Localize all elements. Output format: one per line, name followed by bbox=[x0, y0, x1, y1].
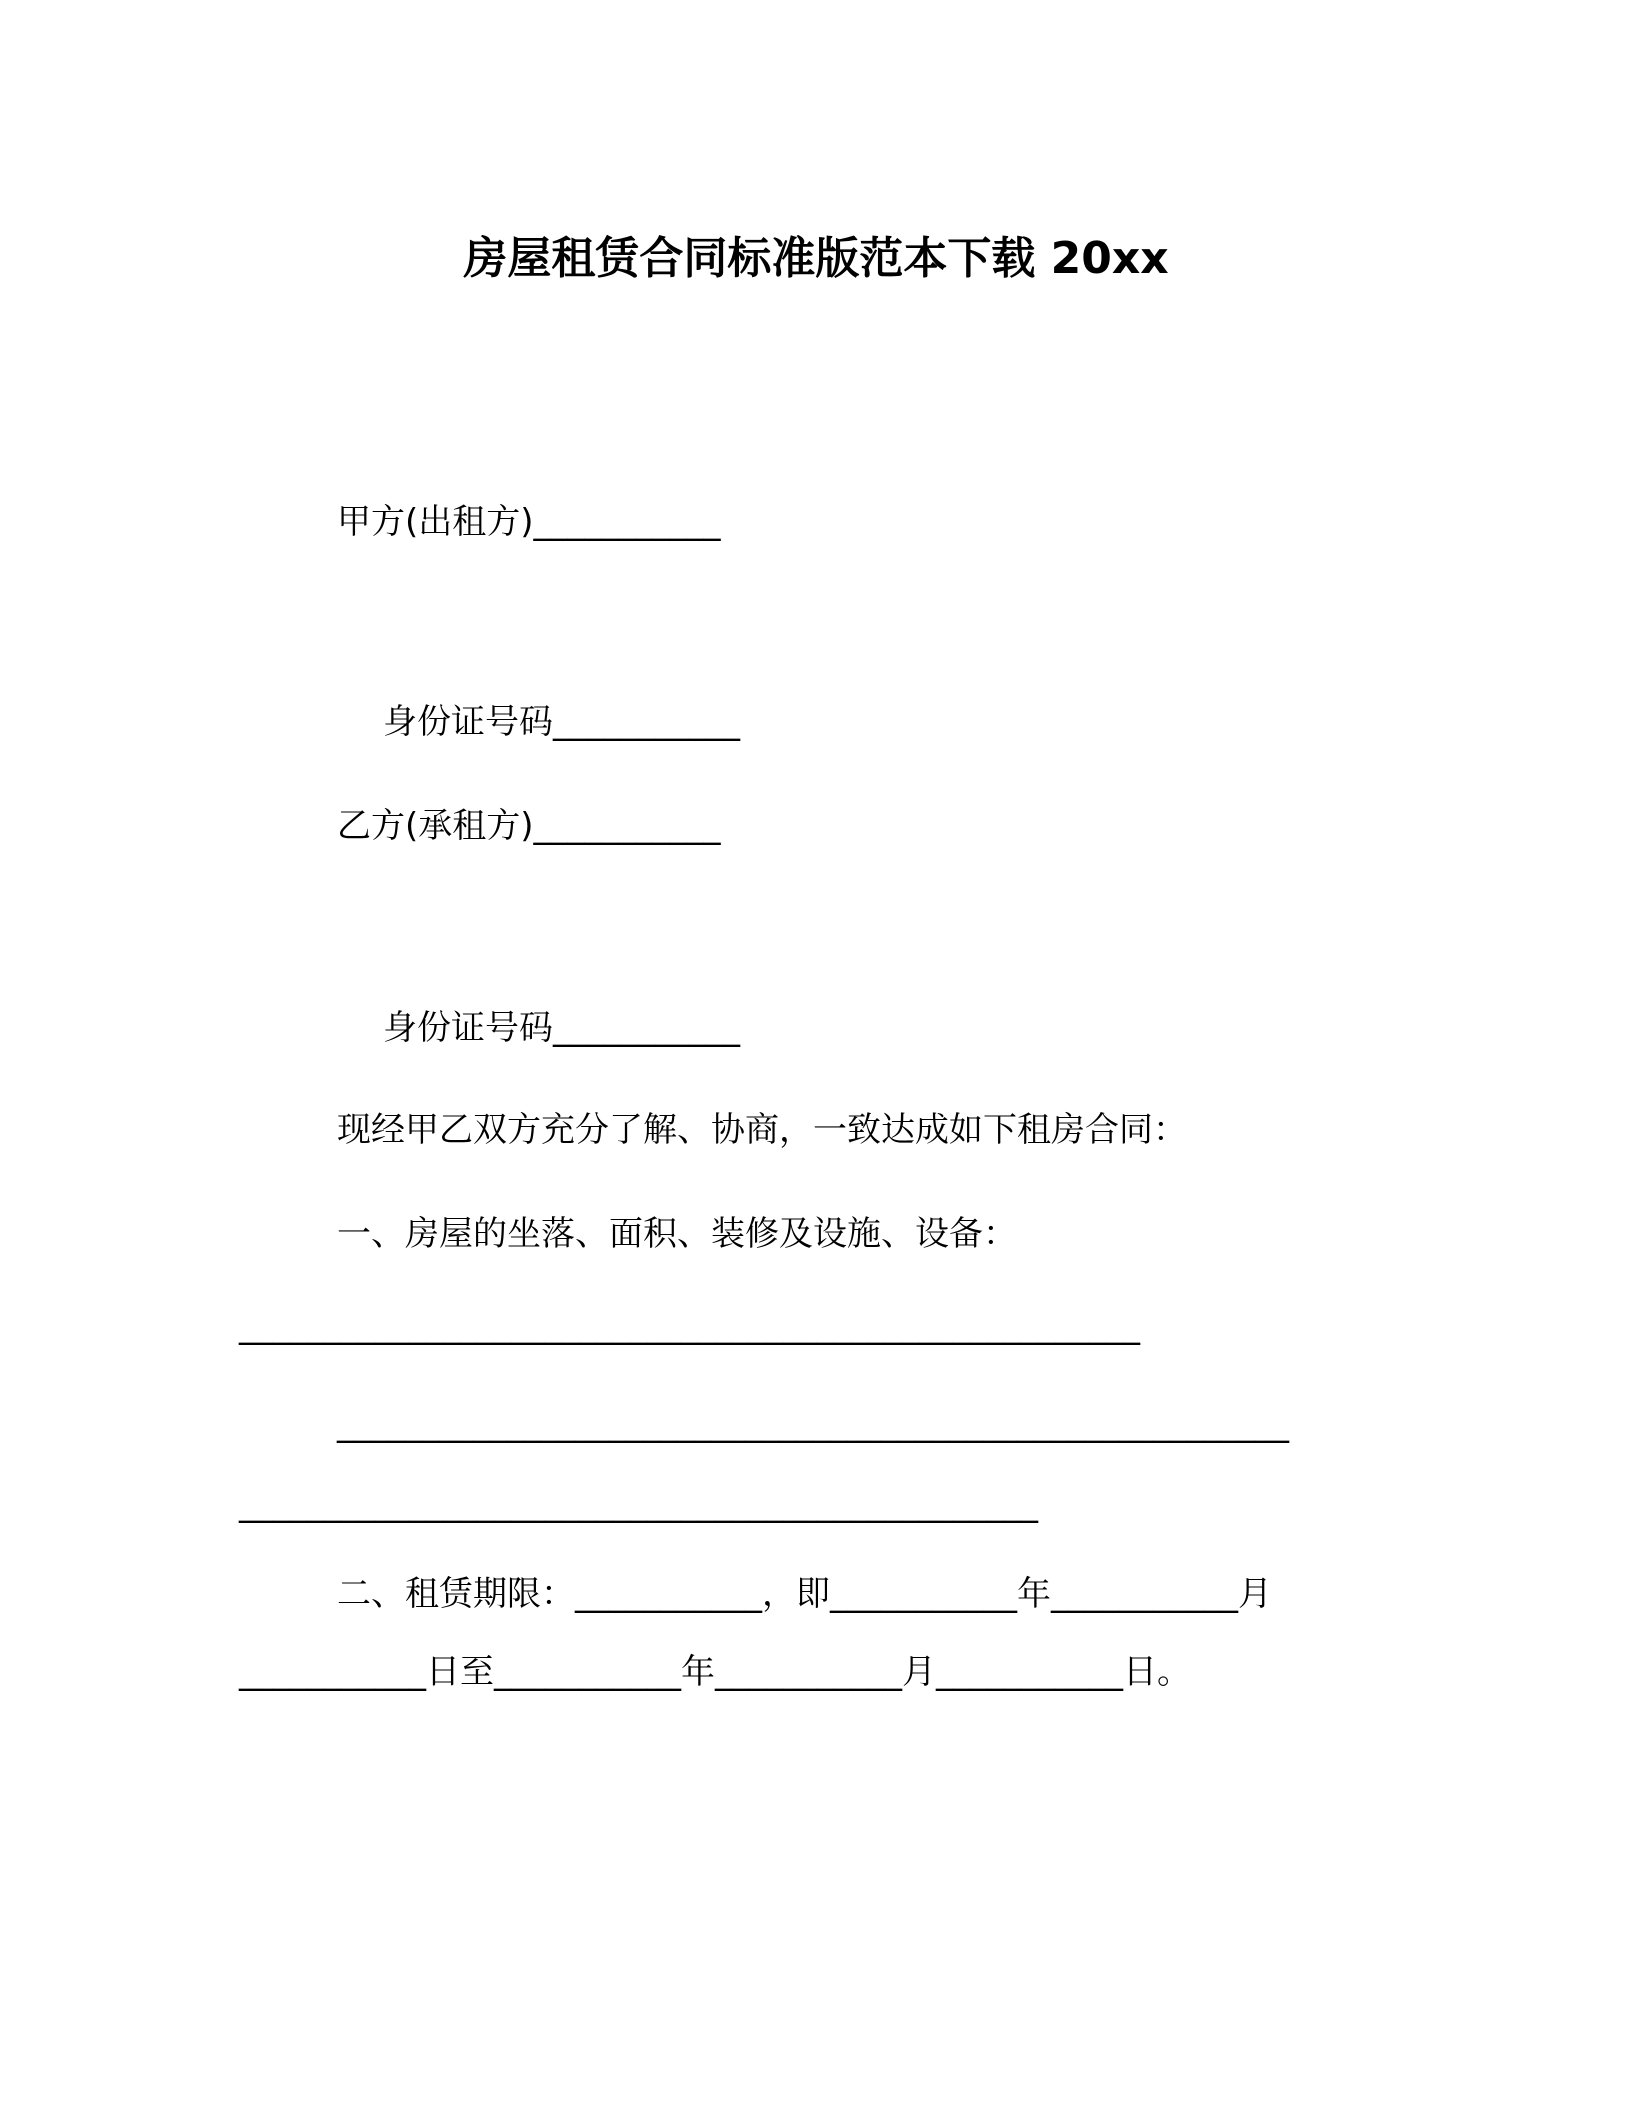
party-a-line: 甲方(出租方)___________ bbox=[337, 502, 721, 542]
section-1-blank-line-1: _____________________________________________________ bbox=[239, 1306, 1140, 1346]
section-2-term-continuation: ___________日至___________年___________月___________日。 bbox=[239, 1652, 1191, 1692]
section-1-blank-line-2: ________________________________________________________ bbox=[337, 1404, 1289, 1444]
section-1-blank-line-3: _______________________________________________ bbox=[239, 1484, 1038, 1524]
party-b-id-line: 身份证号码___________ bbox=[383, 1008, 740, 1048]
party-a-id-line: 身份证号码___________ bbox=[383, 702, 740, 742]
section-1-heading: 一、房屋的坐落、面积、装修及设施、设备： bbox=[337, 1214, 1017, 1254]
party-b-line: 乙方(承租方)___________ bbox=[337, 806, 721, 846]
section-2-term-line: 二、租赁期限：___________，即___________年___________月 bbox=[337, 1574, 1272, 1614]
document-title: 房屋租赁合同标准版范本下载 20xx bbox=[463, 233, 1169, 284]
agreement-intro-line: 现经甲乙双方充分了解、协商，一致达成如下租房合同： bbox=[337, 1110, 1187, 1150]
